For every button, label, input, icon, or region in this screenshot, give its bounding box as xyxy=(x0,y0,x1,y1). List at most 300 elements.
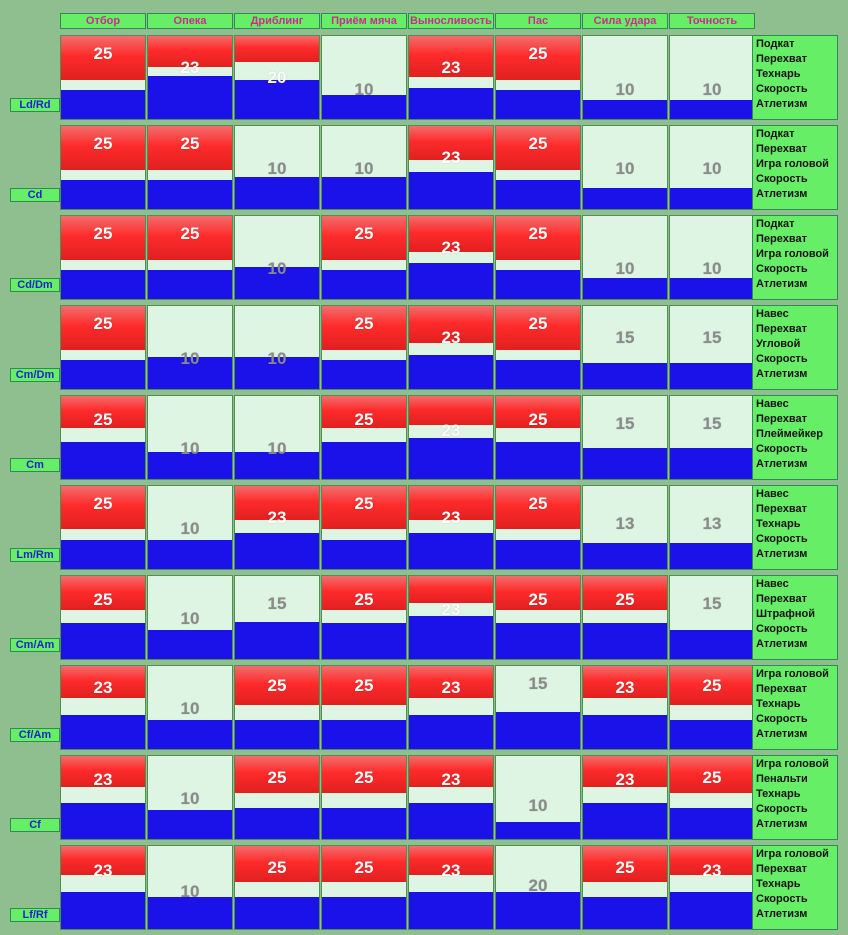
attribute-value: 10 xyxy=(702,80,722,99)
skill-item[interactable]: Скорость xyxy=(756,623,808,635)
attribute-bar[interactable] xyxy=(669,305,755,390)
attribute-value: 25 xyxy=(528,410,548,429)
attribute-bar[interactable] xyxy=(147,395,233,480)
skill-item[interactable]: Угловой xyxy=(756,338,801,350)
attribute-value: 25 xyxy=(180,134,200,153)
bar-fill-blue xyxy=(583,448,667,479)
bar-fill-blue xyxy=(496,180,580,209)
column-header-2[interactable]: Опека xyxy=(147,13,233,29)
attribute-value: 10 xyxy=(615,159,635,178)
attribute-value: 25 xyxy=(93,314,113,333)
bar-fill-blue xyxy=(322,442,406,479)
column-header-7[interactable]: Сила удара xyxy=(582,13,668,29)
skill-item[interactable]: Перехват xyxy=(756,233,807,245)
bar-fill-blue xyxy=(148,630,232,659)
attribute-value: 10 xyxy=(702,259,722,278)
attribute-bar[interactable] xyxy=(495,125,581,210)
attribute-bar[interactable] xyxy=(669,215,755,300)
bar-fill-blue xyxy=(61,623,145,659)
attribute-bar[interactable] xyxy=(582,755,668,840)
attribute-value: 23 xyxy=(615,770,635,789)
attribute-bar[interactable] xyxy=(408,575,494,660)
attribute-value: 23 xyxy=(441,148,461,167)
bar-fill-blue xyxy=(322,720,406,749)
skill-item[interactable]: Навес xyxy=(756,578,789,590)
skill-item[interactable]: Перехват xyxy=(756,683,807,695)
skill-item[interactable]: Навес xyxy=(756,488,789,500)
attribute-value: 25 xyxy=(267,768,287,787)
attribute-value: 25 xyxy=(354,858,374,877)
attribute-value: 15 xyxy=(702,328,722,347)
bar-fill-blue xyxy=(583,715,667,749)
skill-item[interactable]: Скорость xyxy=(756,893,808,905)
attribute-value: 10 xyxy=(180,699,200,718)
attribute-bar[interactable] xyxy=(60,485,146,570)
attribute-value: 10 xyxy=(180,789,200,808)
attribute-bar[interactable] xyxy=(669,395,755,480)
attribute-bar[interactable] xyxy=(495,395,581,480)
bar-fill-blue xyxy=(235,622,319,659)
attribute-bar[interactable] xyxy=(234,755,320,840)
position-label[interactable]: Cm/Dm xyxy=(10,368,60,382)
attribute-bar[interactable] xyxy=(60,35,146,120)
skill-item[interactable]: Игра головой xyxy=(756,248,829,260)
bar-fill-blue xyxy=(148,720,232,749)
bar-fill-blue xyxy=(670,630,754,659)
attribute-value: 25 xyxy=(702,676,722,695)
bar-fill-blue xyxy=(583,188,667,209)
bar-fill-blue xyxy=(61,892,145,929)
attribute-bar[interactable] xyxy=(321,215,407,300)
attribute-bar[interactable] xyxy=(234,35,320,120)
skills-list xyxy=(752,755,838,840)
attribute-value: 20 xyxy=(267,68,287,87)
attribute-bar[interactable] xyxy=(495,305,581,390)
skill-item[interactable]: Атлетизм xyxy=(756,98,808,110)
table-header-row xyxy=(0,13,848,29)
bar-fill-blue xyxy=(61,90,145,119)
attribute-bar[interactable] xyxy=(234,485,320,570)
bar-fill-blue xyxy=(409,533,493,569)
position-label[interactable]: Cd/Dm xyxy=(10,278,60,292)
bar-fill-blue xyxy=(670,448,754,479)
bar-fill-blue xyxy=(61,270,145,299)
skill-item[interactable]: Скорость xyxy=(756,263,808,275)
skill-item[interactable]: Пенальти xyxy=(756,773,808,785)
attribute-value: 25 xyxy=(267,858,287,877)
attribute-bar[interactable] xyxy=(321,665,407,750)
attribute-bar[interactable] xyxy=(234,665,320,750)
attribute-bar[interactable] xyxy=(60,665,146,750)
bar-fill-blue xyxy=(496,540,580,569)
attribute-bar[interactable] xyxy=(321,125,407,210)
attribute-bar[interactable] xyxy=(408,395,494,480)
skill-item[interactable]: Игра головой xyxy=(756,758,829,770)
attribute-value: 23 xyxy=(441,770,461,789)
skill-item[interactable]: Перехват xyxy=(756,503,807,515)
skills-list xyxy=(752,575,838,660)
skill-item[interactable]: Перехват xyxy=(756,323,807,335)
attribute-bar[interactable] xyxy=(147,305,233,390)
attribute-bar[interactable] xyxy=(495,575,581,660)
attribute-bar[interactable] xyxy=(582,125,668,210)
position-label[interactable]: Cf/Am xyxy=(10,728,60,742)
attribute-value: 23 xyxy=(93,861,113,880)
skill-item[interactable]: Атлетизм xyxy=(756,458,808,470)
position-label[interactable]: Cm/Am xyxy=(10,638,60,652)
attribute-bar[interactable] xyxy=(669,845,755,930)
skill-item[interactable]: Перехват xyxy=(756,863,807,875)
attribute-value: 25 xyxy=(93,134,113,153)
attribute-value: 25 xyxy=(354,314,374,333)
attribute-bar[interactable] xyxy=(321,755,407,840)
bar-fill-blue xyxy=(61,803,145,839)
skill-item[interactable]: Технарь xyxy=(756,698,801,710)
skills-list xyxy=(752,215,838,300)
column-header-6[interactable]: Пас xyxy=(495,13,581,29)
bar-fill-blue xyxy=(496,270,580,299)
attribute-value: 23 xyxy=(441,600,461,619)
attribute-bar[interactable] xyxy=(147,845,233,930)
attribute-bar[interactable] xyxy=(495,755,581,840)
attribute-bar[interactable] xyxy=(321,395,407,480)
skill-item[interactable]: Скорость xyxy=(756,353,808,365)
bar-fill-blue xyxy=(583,278,667,299)
attribute-value: 10 xyxy=(702,159,722,178)
skill-item[interactable]: Атлетизм xyxy=(756,548,808,560)
attribute-value: 23 xyxy=(180,58,200,77)
bar-fill-blue xyxy=(148,76,232,119)
skill-item[interactable]: Игра головой xyxy=(756,668,829,680)
bar-fill-blue xyxy=(583,100,667,119)
skill-item[interactable]: Скорость xyxy=(756,533,808,545)
skill-item[interactable]: Подкат xyxy=(756,128,795,140)
attribute-bar[interactable] xyxy=(582,575,668,660)
attribute-bar[interactable] xyxy=(147,485,233,570)
attribute-bar[interactable] xyxy=(408,755,494,840)
bar-fill-blue xyxy=(409,803,493,839)
skill-item[interactable]: Игра головой xyxy=(756,848,829,860)
skill-item[interactable]: Технарь xyxy=(756,788,801,800)
bar-fill-blue xyxy=(409,88,493,119)
attribute-bar[interactable] xyxy=(147,125,233,210)
bar-fill-blue xyxy=(670,720,754,749)
attribute-bar[interactable] xyxy=(582,485,668,570)
skill-item[interactable]: Игра головой xyxy=(756,158,829,170)
attribute-bar[interactable] xyxy=(408,845,494,930)
attribute-value: 15 xyxy=(702,594,722,613)
skill-item[interactable]: Технарь xyxy=(756,518,801,530)
attribute-value: 25 xyxy=(354,224,374,243)
position-label[interactable]: Lm/Rm xyxy=(10,548,60,562)
skill-item[interactable]: Навес xyxy=(756,398,789,410)
attribute-value: 25 xyxy=(93,224,113,243)
attribute-value: 10 xyxy=(267,349,287,368)
bar-fill-blue xyxy=(148,540,232,569)
bar-fill-blue xyxy=(496,90,580,119)
attribute-bar[interactable] xyxy=(495,35,581,120)
attribute-bar[interactable] xyxy=(669,575,755,660)
attribute-value: 25 xyxy=(93,494,113,513)
skill-item[interactable]: Технарь xyxy=(756,68,801,80)
attribute-value: 25 xyxy=(93,590,113,609)
attribute-value: 25 xyxy=(267,676,287,695)
skills-list xyxy=(752,125,838,210)
attribute-bar[interactable] xyxy=(321,575,407,660)
attribute-value: 10 xyxy=(354,159,374,178)
skill-item[interactable]: Скорость xyxy=(756,83,808,95)
bar-fill-blue xyxy=(670,278,754,299)
bar-fill-blue xyxy=(409,263,493,299)
attribute-value: 13 xyxy=(615,514,635,533)
attribute-value: 23 xyxy=(702,861,722,880)
attribute-value: 25 xyxy=(354,676,374,695)
skills-list xyxy=(752,305,838,390)
bar-fill-blue xyxy=(583,363,667,389)
attribute-bar[interactable] xyxy=(234,125,320,210)
attribute-bar[interactable] xyxy=(495,485,581,570)
attribute-value: 25 xyxy=(528,44,548,63)
column-header-8[interactable]: Точность xyxy=(669,13,755,29)
attribute-value: 25 xyxy=(528,224,548,243)
attribute-value: 15 xyxy=(702,414,722,433)
attribute-bar[interactable] xyxy=(408,125,494,210)
bar-fill-blue xyxy=(235,808,319,839)
attribute-bar[interactable] xyxy=(234,305,320,390)
bar-fill-blue xyxy=(496,442,580,479)
skill-item[interactable]: Скорость xyxy=(756,713,808,725)
attribute-bar[interactable] xyxy=(582,305,668,390)
attribute-value: 25 xyxy=(615,590,635,609)
bar-fill-blue xyxy=(322,177,406,209)
attribute-value: 23 xyxy=(441,678,461,697)
attribute-value: 25 xyxy=(93,44,113,63)
attribute-value: 25 xyxy=(528,590,548,609)
attribute-value: 15 xyxy=(267,594,287,613)
attribute-value: 23 xyxy=(441,58,461,77)
bar-fill-blue xyxy=(61,540,145,569)
bar-fill-blue xyxy=(670,363,754,389)
bar-fill-blue xyxy=(496,623,580,659)
bar-fill-blue xyxy=(496,360,580,389)
attribute-bar[interactable] xyxy=(582,665,668,750)
attribute-bar[interactable] xyxy=(669,35,755,120)
skill-item[interactable]: Атлетизм xyxy=(756,638,808,650)
position-label[interactable]: Cd xyxy=(10,188,60,202)
attribute-bar[interactable] xyxy=(669,485,755,570)
attribute-bar[interactable] xyxy=(408,305,494,390)
attribute-bar[interactable] xyxy=(60,575,146,660)
attribute-bar[interactable] xyxy=(321,305,407,390)
skill-item[interactable]: Подкат xyxy=(756,218,795,230)
bar-fill-blue xyxy=(496,712,580,749)
attribute-bar[interactable] xyxy=(582,215,668,300)
skill-item[interactable]: Перехват xyxy=(756,53,807,65)
attribute-bar[interactable] xyxy=(582,35,668,120)
attribute-value: 25 xyxy=(354,768,374,787)
attribute-value: 10 xyxy=(528,796,548,815)
attribute-bar[interactable] xyxy=(321,35,407,120)
attribute-bar[interactable] xyxy=(669,755,755,840)
bar-fill-blue xyxy=(409,892,493,929)
skill-item[interactable]: Технарь xyxy=(756,878,801,890)
attribute-value: 25 xyxy=(528,134,548,153)
attribute-bar[interactable] xyxy=(234,575,320,660)
attribute-bar[interactable] xyxy=(582,845,668,930)
position-label[interactable]: Cf xyxy=(10,818,60,832)
attribute-bar[interactable] xyxy=(669,665,755,750)
bar-fill-blue xyxy=(235,533,319,569)
attribute-value: 23 xyxy=(441,238,461,257)
attribute-value: 10 xyxy=(180,609,200,628)
bar-fill-blue xyxy=(322,360,406,389)
bar-fill-blue xyxy=(496,892,580,929)
attribute-value: 10 xyxy=(267,259,287,278)
attribute-bar[interactable] xyxy=(495,665,581,750)
attribute-bar[interactable] xyxy=(60,215,146,300)
attribute-bar[interactable] xyxy=(60,395,146,480)
column-header-5[interactable]: Выносливость xyxy=(408,13,494,29)
skill-item[interactable]: Перехват xyxy=(756,413,807,425)
bar-fill-blue xyxy=(322,270,406,299)
attribute-bar[interactable] xyxy=(147,755,233,840)
skill-item[interactable]: Атлетизм xyxy=(756,278,808,290)
attribute-bar[interactable] xyxy=(321,485,407,570)
attribute-value: 23 xyxy=(441,508,461,527)
skill-item[interactable]: Штрафной xyxy=(756,608,816,620)
skill-item[interactable]: Атлетизм xyxy=(756,728,808,740)
bar-fill-blue xyxy=(583,623,667,659)
bar-fill-blue xyxy=(148,810,232,839)
skill-item[interactable]: Атлетизм xyxy=(756,818,808,830)
bar-fill-blue xyxy=(670,543,754,569)
attribute-bar[interactable] xyxy=(669,125,755,210)
attribute-value: 25 xyxy=(354,410,374,429)
bar-fill-blue xyxy=(322,808,406,839)
bar-fill-blue xyxy=(583,897,667,929)
bar-fill-blue xyxy=(148,270,232,299)
bar-fill-blue xyxy=(61,715,145,749)
column-header-1[interactable]: Отбор xyxy=(60,13,146,29)
bar-fill-blue xyxy=(235,177,319,209)
attribute-value: 10 xyxy=(267,159,287,178)
attribute-bar[interactable] xyxy=(234,395,320,480)
skill-item[interactable]: Атлетизм xyxy=(756,188,808,200)
bar-fill-blue xyxy=(409,172,493,209)
attribute-value: 10 xyxy=(180,349,200,368)
attribute-bar[interactable] xyxy=(234,215,320,300)
attribute-value: 25 xyxy=(354,590,374,609)
attribute-bar[interactable] xyxy=(408,35,494,120)
bar-fill-blue xyxy=(670,100,754,119)
position-label[interactable]: Ld/Rd xyxy=(10,98,60,112)
attribute-value: 23 xyxy=(441,861,461,880)
attribute-value: 23 xyxy=(93,678,113,697)
attribute-value: 25 xyxy=(702,768,722,787)
attribute-bar[interactable] xyxy=(147,665,233,750)
attribute-value: 25 xyxy=(528,314,548,333)
bar-fill-blue xyxy=(409,438,493,479)
skill-item[interactable]: Скорость xyxy=(756,803,808,815)
attribute-value: 10 xyxy=(180,519,200,538)
skill-item[interactable]: Атлетизм xyxy=(756,908,808,920)
column-header-3[interactable]: Дриблинг xyxy=(234,13,320,29)
bar-fill-blue xyxy=(496,822,580,839)
attribute-bar[interactable] xyxy=(147,215,233,300)
attribute-bar[interactable] xyxy=(60,305,146,390)
attribute-value: 10 xyxy=(615,80,635,99)
attribute-bar[interactable] xyxy=(60,125,146,210)
bar-fill-blue xyxy=(61,360,145,389)
skill-item[interactable]: Навес xyxy=(756,308,789,320)
bar-fill-blue xyxy=(409,616,493,659)
bar-fill-blue xyxy=(409,715,493,749)
bar-fill-blue xyxy=(409,355,493,389)
bar-fill-blue xyxy=(583,543,667,569)
attribute-value: 20 xyxy=(528,876,548,895)
skill-item[interactable]: Скорость xyxy=(756,173,808,185)
skills-list xyxy=(752,395,838,480)
skill-item[interactable]: Скорость xyxy=(756,443,808,455)
attribute-value: 23 xyxy=(267,508,287,527)
bar-fill-blue xyxy=(235,720,319,749)
attribute-bar[interactable] xyxy=(582,395,668,480)
attribute-value: 10 xyxy=(180,439,200,458)
attribute-bar[interactable] xyxy=(147,575,233,660)
attribute-bar[interactable] xyxy=(408,665,494,750)
attribute-value: 25 xyxy=(528,494,548,513)
position-label[interactable]: Cm xyxy=(10,458,60,472)
skill-item[interactable]: Перехват xyxy=(756,143,807,155)
skills-list xyxy=(752,665,838,750)
attribute-value: 10 xyxy=(267,439,287,458)
attribute-bar[interactable] xyxy=(60,755,146,840)
skills-list xyxy=(752,485,838,570)
attribute-value: 15 xyxy=(615,328,635,347)
attribute-value: 10 xyxy=(180,882,200,901)
attribute-value: 23 xyxy=(441,328,461,347)
position-label[interactable]: Lf/Rf xyxy=(10,908,60,922)
attribute-bar[interactable] xyxy=(234,845,320,930)
attribute-bar[interactable] xyxy=(147,35,233,120)
attribute-bar[interactable] xyxy=(60,845,146,930)
skills-list xyxy=(752,845,838,930)
skill-item[interactable]: Плеймейкер xyxy=(756,428,823,440)
bar-fill-red xyxy=(409,576,493,603)
attribute-bar[interactable] xyxy=(408,485,494,570)
skill-item[interactable]: Перехват xyxy=(756,593,807,605)
bar-fill-blue xyxy=(148,180,232,209)
attribute-value: 23 xyxy=(615,678,635,697)
attribute-value: 10 xyxy=(615,259,635,278)
bar-fill-blue xyxy=(583,803,667,839)
column-header-4[interactable]: Приём мяча xyxy=(321,13,407,29)
bar-fill-blue xyxy=(670,892,754,929)
attribute-bar[interactable] xyxy=(408,215,494,300)
bar-fill-blue xyxy=(61,180,145,209)
attribute-bar[interactable] xyxy=(321,845,407,930)
attribute-value: 25 xyxy=(354,494,374,513)
skill-item[interactable]: Атлетизм xyxy=(756,368,808,380)
skill-item[interactable]: Подкат xyxy=(756,38,795,50)
bar-fill-red xyxy=(235,36,319,62)
bar-fill-blue xyxy=(61,442,145,479)
attribute-bar[interactable] xyxy=(495,215,581,300)
attribute-bar[interactable] xyxy=(495,845,581,930)
attribute-value: 25 xyxy=(180,224,200,243)
attribute-value: 23 xyxy=(93,770,113,789)
attribute-value: 13 xyxy=(702,514,722,533)
